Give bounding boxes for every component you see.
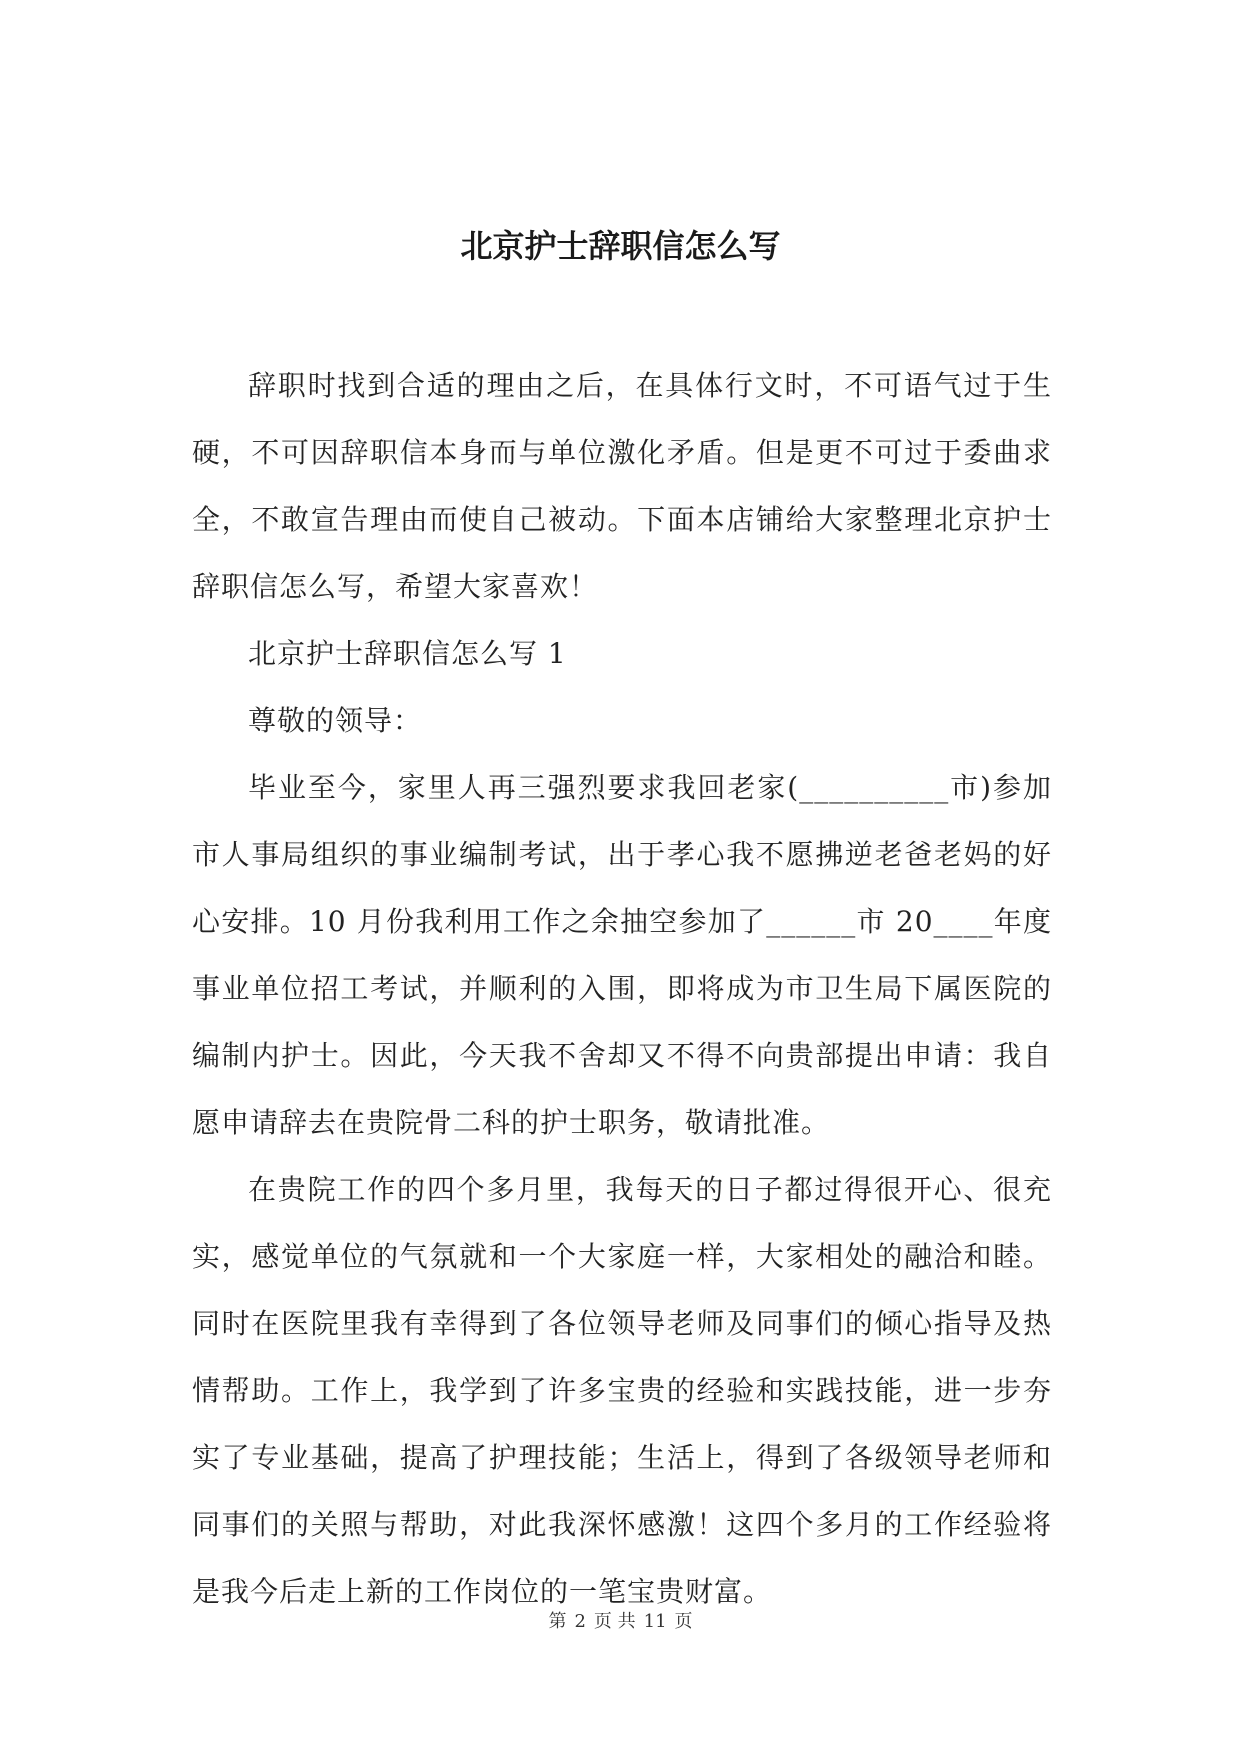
document-title: 北京护士辞职信怎么写 (460, 227, 781, 265)
footer-current-page: 2 (574, 1611, 586, 1632)
salutation: 尊敬的领导： (248, 704, 423, 737)
document-body (192, 352, 1052, 1625)
body-paragraph: 毕业至今，家里人再三强烈要求我回老家(__________市)参加市人事局组织的事业编制考试，出于孝心我不愿拂逆老爸老妈的好心安排。10 月份我利用工作之余抽空参加了______市 20____年度事业单位招工考试，并顺利的入围，即将成为市卫生局下属医院的编制内护士。因此，今天我不舍却又不得不向贵部提出申请：我自愿申请辞去在贵院骨二科的护士职务，敬请批准。 (192, 771, 1052, 1139)
footer-total-pages: 11 (643, 1611, 667, 1632)
footer-suffix: 页 (674, 1611, 693, 1632)
intro-paragraph: 辞职时找到合适的理由之后，在具体行文时，不可语气过于生硬，不可因辞职信本身而与单位激化矛盾。但是更不可过于委曲求全，不敢宣告理由而使自己被动。下面本店铺给大家整理北京护士辞职信怎么写，希望大家喜欢！ (192, 369, 1052, 603)
page-footer (0, 1610, 1241, 1634)
footer-prefix: 第 (548, 1611, 567, 1632)
body-paragraph: 在贵院工作的四个多月里，我每天的日子都过得很开心、很充实，感觉单位的气氛就和一个大家庭一样，大家相处的融洽和睦。同时在医院里我有幸得到了各位领导老师及同事们的倾心指导及热情帮助。工作上，我学到了许多宝贵的经验和实践技能，进一步夯实了专业基础，提高了护理技能；生活上，得到了各级领导老师和同事们的关照与帮助，对此我深怀感激！这四个多月的工作经验将是我今后走上新的工作岗位的一笔宝贵财富。 (192, 1173, 1052, 1608)
footer-middle: 页 共 (593, 1611, 636, 1632)
letter-heading: 北京护士辞职信怎么写 1 (248, 637, 567, 670)
